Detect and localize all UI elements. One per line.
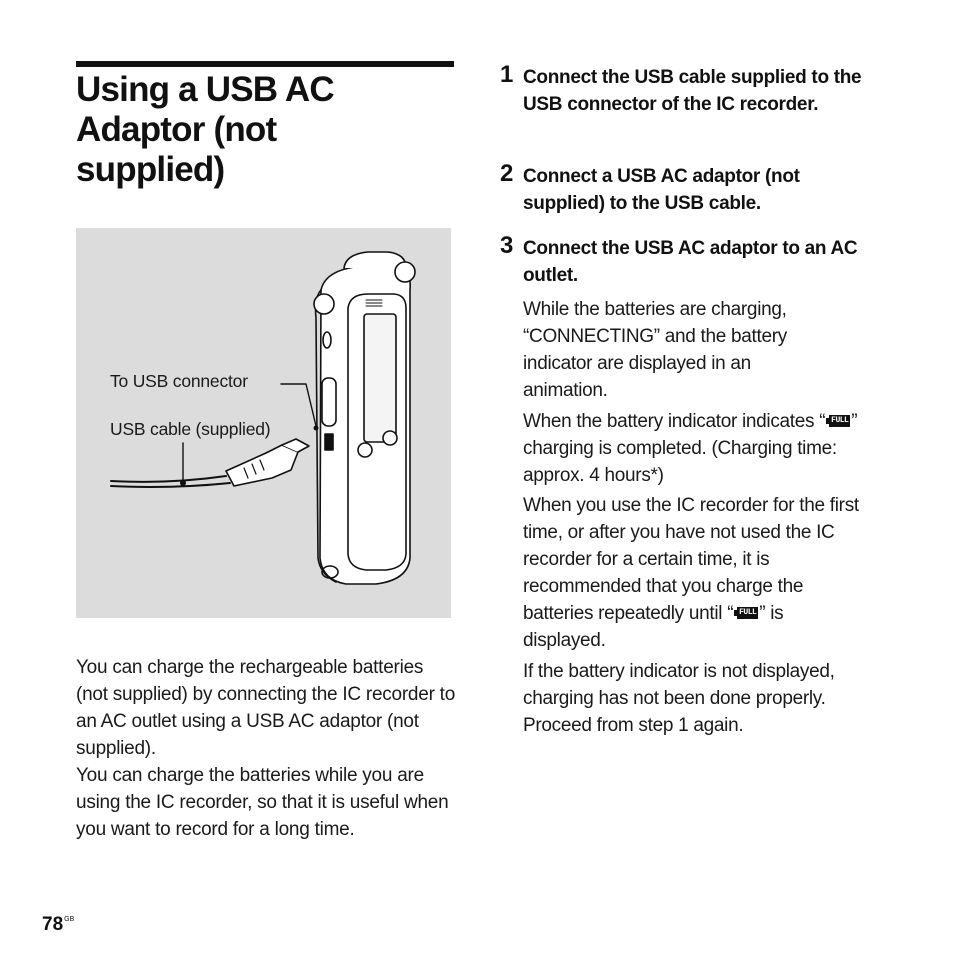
step-number: 2 [500,160,514,187]
intro-paragraph-1: You can charge the rechargeable batteries (not supplied) by connecting the IC recorder to an AC outlet using a USB AC adaptor (not supplied). [76,657,456,759]
label-usb-cable: USB cable (supplied) [110,419,271,439]
text-segment: When you use the IC recorder for the first time, or after you have not used the IC recorder for a certain time, it is recommended that you charge the batteries repeatedly until “ [523,495,859,624]
usb-connection-illustration [76,228,451,618]
step-1 [500,61,863,118]
step-number: 1 [500,61,514,88]
label-to-usb-connector: To USB connector [110,371,248,391]
troubleshoot-paragraph: If the battery indicator is not displayed, charging has not been done properly. Proceed from step 1 again. [523,661,835,736]
region-code: GB [64,916,75,923]
battery-full-icon: FULL [733,606,759,620]
title-rule [76,61,454,67]
text-segment: When the battery indicator indicates “ [523,411,826,432]
first-use-paragraph [523,492,868,654]
page-number-value: 78 [42,914,64,935]
page-title [76,70,456,190]
step-text: Connect the USB cable supplied to the USB connector of the IC recorder. [523,67,862,115]
charging-status-paragraph: While the batteries are charging, “CONNECTING” and the battery indicator are displayed in an animation. [523,299,788,401]
text-segment: ” charging is completed. (Charging time: approx. 4 hours*) [523,411,858,486]
battery-full-icon: FULL [825,414,851,428]
step-text: Connect the USB AC adaptor to an AC outlet. [523,238,858,286]
intro-text [76,654,456,843]
title-line-1: Using a USB AC [76,70,334,109]
title-line-2: Adaptor (not [76,110,277,149]
step-text: Connect a USB AC adaptor (not supplied) to the USB cable. [523,166,800,214]
intro-paragraph-2: You can charge the batteries while you are using the IC recorder, so that it is useful when you want to record for a long time. [76,765,449,840]
page-number [42,909,74,936]
title-line-3: supplied) [76,150,225,189]
step-number: 3 [500,232,514,259]
text-segment: ” is displayed. [523,603,784,651]
charging-complete-paragraph [523,408,888,489]
step-2 [500,160,863,217]
step-3 [500,232,873,289]
